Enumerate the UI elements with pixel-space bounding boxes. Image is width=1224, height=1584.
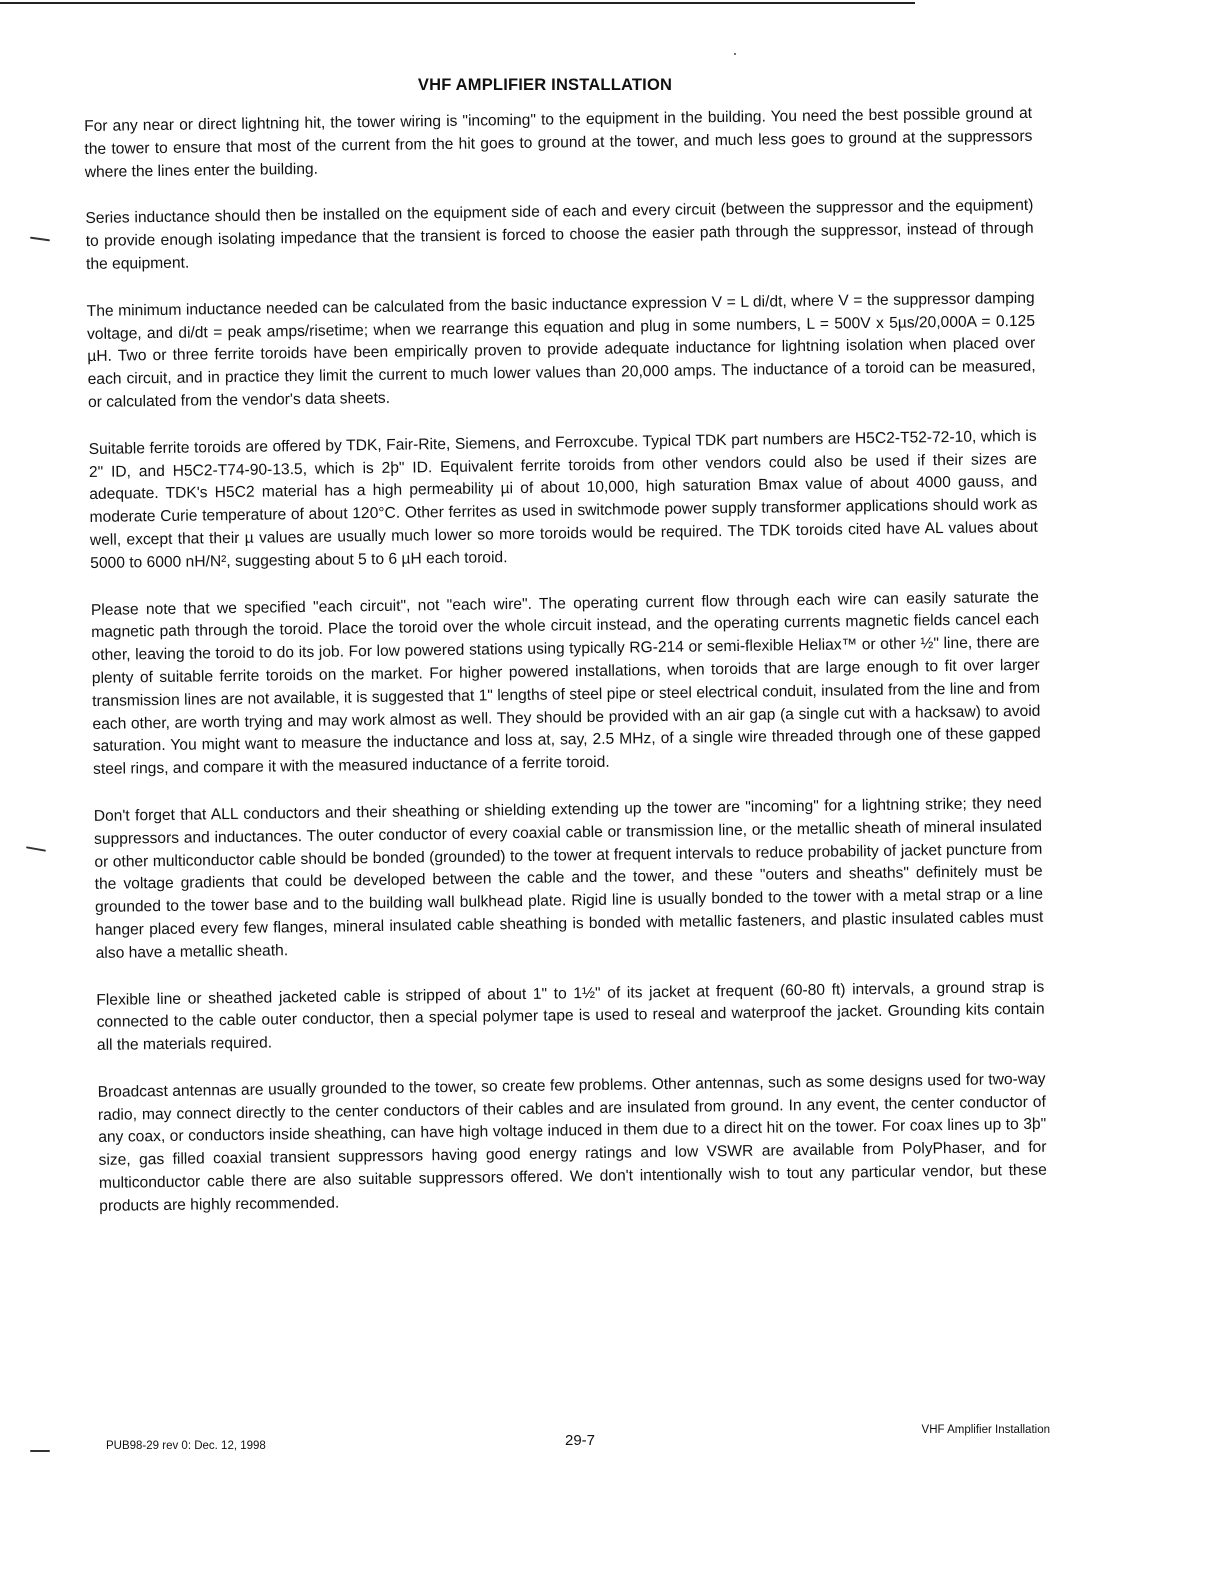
footer-page-number: 29-7 (564, 1432, 596, 1449)
margin-mark (30, 1450, 50, 1452)
paragraph-8: Broadcast antennas are usually grounded to the tower, so create few problems. Other antennas, such as some designs used for two-way radio, may connect directly to the center conductors of their cables and are insulated from ground. In any event, the center conductor of any coax, or conductors inside sheathing, can have high voltage induced in them due to a direct hit on the tower. For coax lines up to 3þ" size, gas filled coaxial transient suppressors having good energy ratings and low VSWR are available from PolyPhaser, and for multiconductor cable there are also suitable suppressors offered. We don't intentionally wish to tout any particular vendor, but these products are highly recommended. (97, 1070, 1047, 1215)
paragraph-1: For any near or direct lightning hit, the tower wiring is "incoming" to the equipment in the building. You need the best possible ground at the tower to ensure that most of the current from the hit goes to ground at the tower, and much less goes to ground at the suppressors where the lines enter the building. (84, 104, 1033, 181)
paragraph-6: Don't forget that ALL conductors and their sheathing or shielding extending up the tower are "incoming" for a lightning strike; they need suppressors and inductances. The outer conductor of every coaxial cable or transmission line, or the metallic sheath of mineral insulated or other multiconductor cable should be bonded (grounded) to the tower at frequent intervals to reduce probability of jacket puncture from the voltage gradients that could be developed between the cable and the tower, and these "outers and sheaths" definitely must be grounded to the tower base and to the building wall bulkhead plate. Rigid line is usually bonded to the tower with a metal strap or a line hanger placed every few flanges, mineral insulated cable sheathing is bonded with metallic fasteners, and plastic insulated cables must also have a metallic sheath. (93, 794, 1044, 962)
paragraph-3: The minimum inductance needed can be calculated from the basic inductance expression V = L di/dt, where V = the suppressor damping voltage, and di/dt = peak amps/risetime; when we rearrange this equation and plug in some numbers, L = 500V x 5µs/20,000A = 0.125 µH. Two or three ferrite toroids have been empirically proven to provide adequate inductance for lightning isolation when placed over each circuit, and in practice they limit the current to much lower values than 20,000 amps. The inductance of a toroid can be measured, or calculated from the vendor's data sheets. (86, 289, 1036, 411)
paragraph-2: Series inductance should then be installed on the equipment side of each and every circuit (between the suppressor and the equipment) to provide enough isolating impedance that the transient is forced to choose the easier path through the suppressor, instead of through the equipment. (85, 197, 1034, 273)
top-rule (0, 2, 915, 4)
paragraph-5: Please note that we specified "each circuit", not "each wire". The operating current flow through each wire can easily saturate the magnetic path through the toroid. Place the toroid over the whole circuit instead, and the operating currents magnetic fields cancel each other, leaving the toroid to do its job. For low powered stations using typically RG-214 or semi-flexible Heliax™ or other ½" line, there are plenty of suitable ferrite toroids on the market. For higher powered installations, when toroids that are large enough to fit over larger transmission lines are not available, it is suggested that 1" lengths of steel pipe or steel electrical conduit, insulated from the line and from each other, are worth trying and may work almost as well. They should be provided with an air gap (a single cut with a hacksaw) to avoid saturation. You might want to measure the inductance and loss at, say, 2.5 MHz, of a single wire threaded through one of these gapped steel rings, and compare it with the measured inductance of a ferrite toroid. (90, 588, 1041, 779)
margin-mark (26, 846, 46, 851)
document-body (84, 103, 1048, 1243)
paragraph-7: Flexible line or sheathed jacketed cable is stripped of about 1" to 1½" of its jacket at frequent (60-80 ft) intervals, a ground strap is connected to the cable outer conductor, then a special polymer tape is used to reseal and waterproof the jacket. Grounding kits contain all the materials required. (96, 978, 1045, 1055)
margin-mark (30, 237, 50, 242)
scan-speck (734, 53, 736, 55)
footer-section-title: VHF Amplifier Installation (921, 1424, 1050, 1436)
paragraph-4: Suitable ferrite toroids are offered by TDK, Fair-Rite, Siemens, and Ferroxcube. Typical TDK part numbers are H5C2-T52-72-10, which is 2" ID, and H5C2-T74-90-13.5, which is 2þ" ID. Equivalent ferrite toroids from other vendors could also be used if their sizes are adequate. TDK's H5C2 material has a high permeability µi of about 10,000, high saturation Bmax value of about 4000 gauss, and moderate Curie temperature of about 120°C. Other ferrites as used in switchmode power supply transformer applications should work as well, except that their µ values are usually much lower so more toroids would be required. The TDK toroids cited have AL values about 5000 to 6000 nH/N², suggesting about 5 to 6 µH each toroid. (88, 427, 1038, 572)
document-title: VHF AMPLIFIER INSTALLATION (417, 76, 673, 94)
footer-publication-id: PUB98-29 rev 0: Dec. 12, 1998 (106, 1440, 266, 1452)
